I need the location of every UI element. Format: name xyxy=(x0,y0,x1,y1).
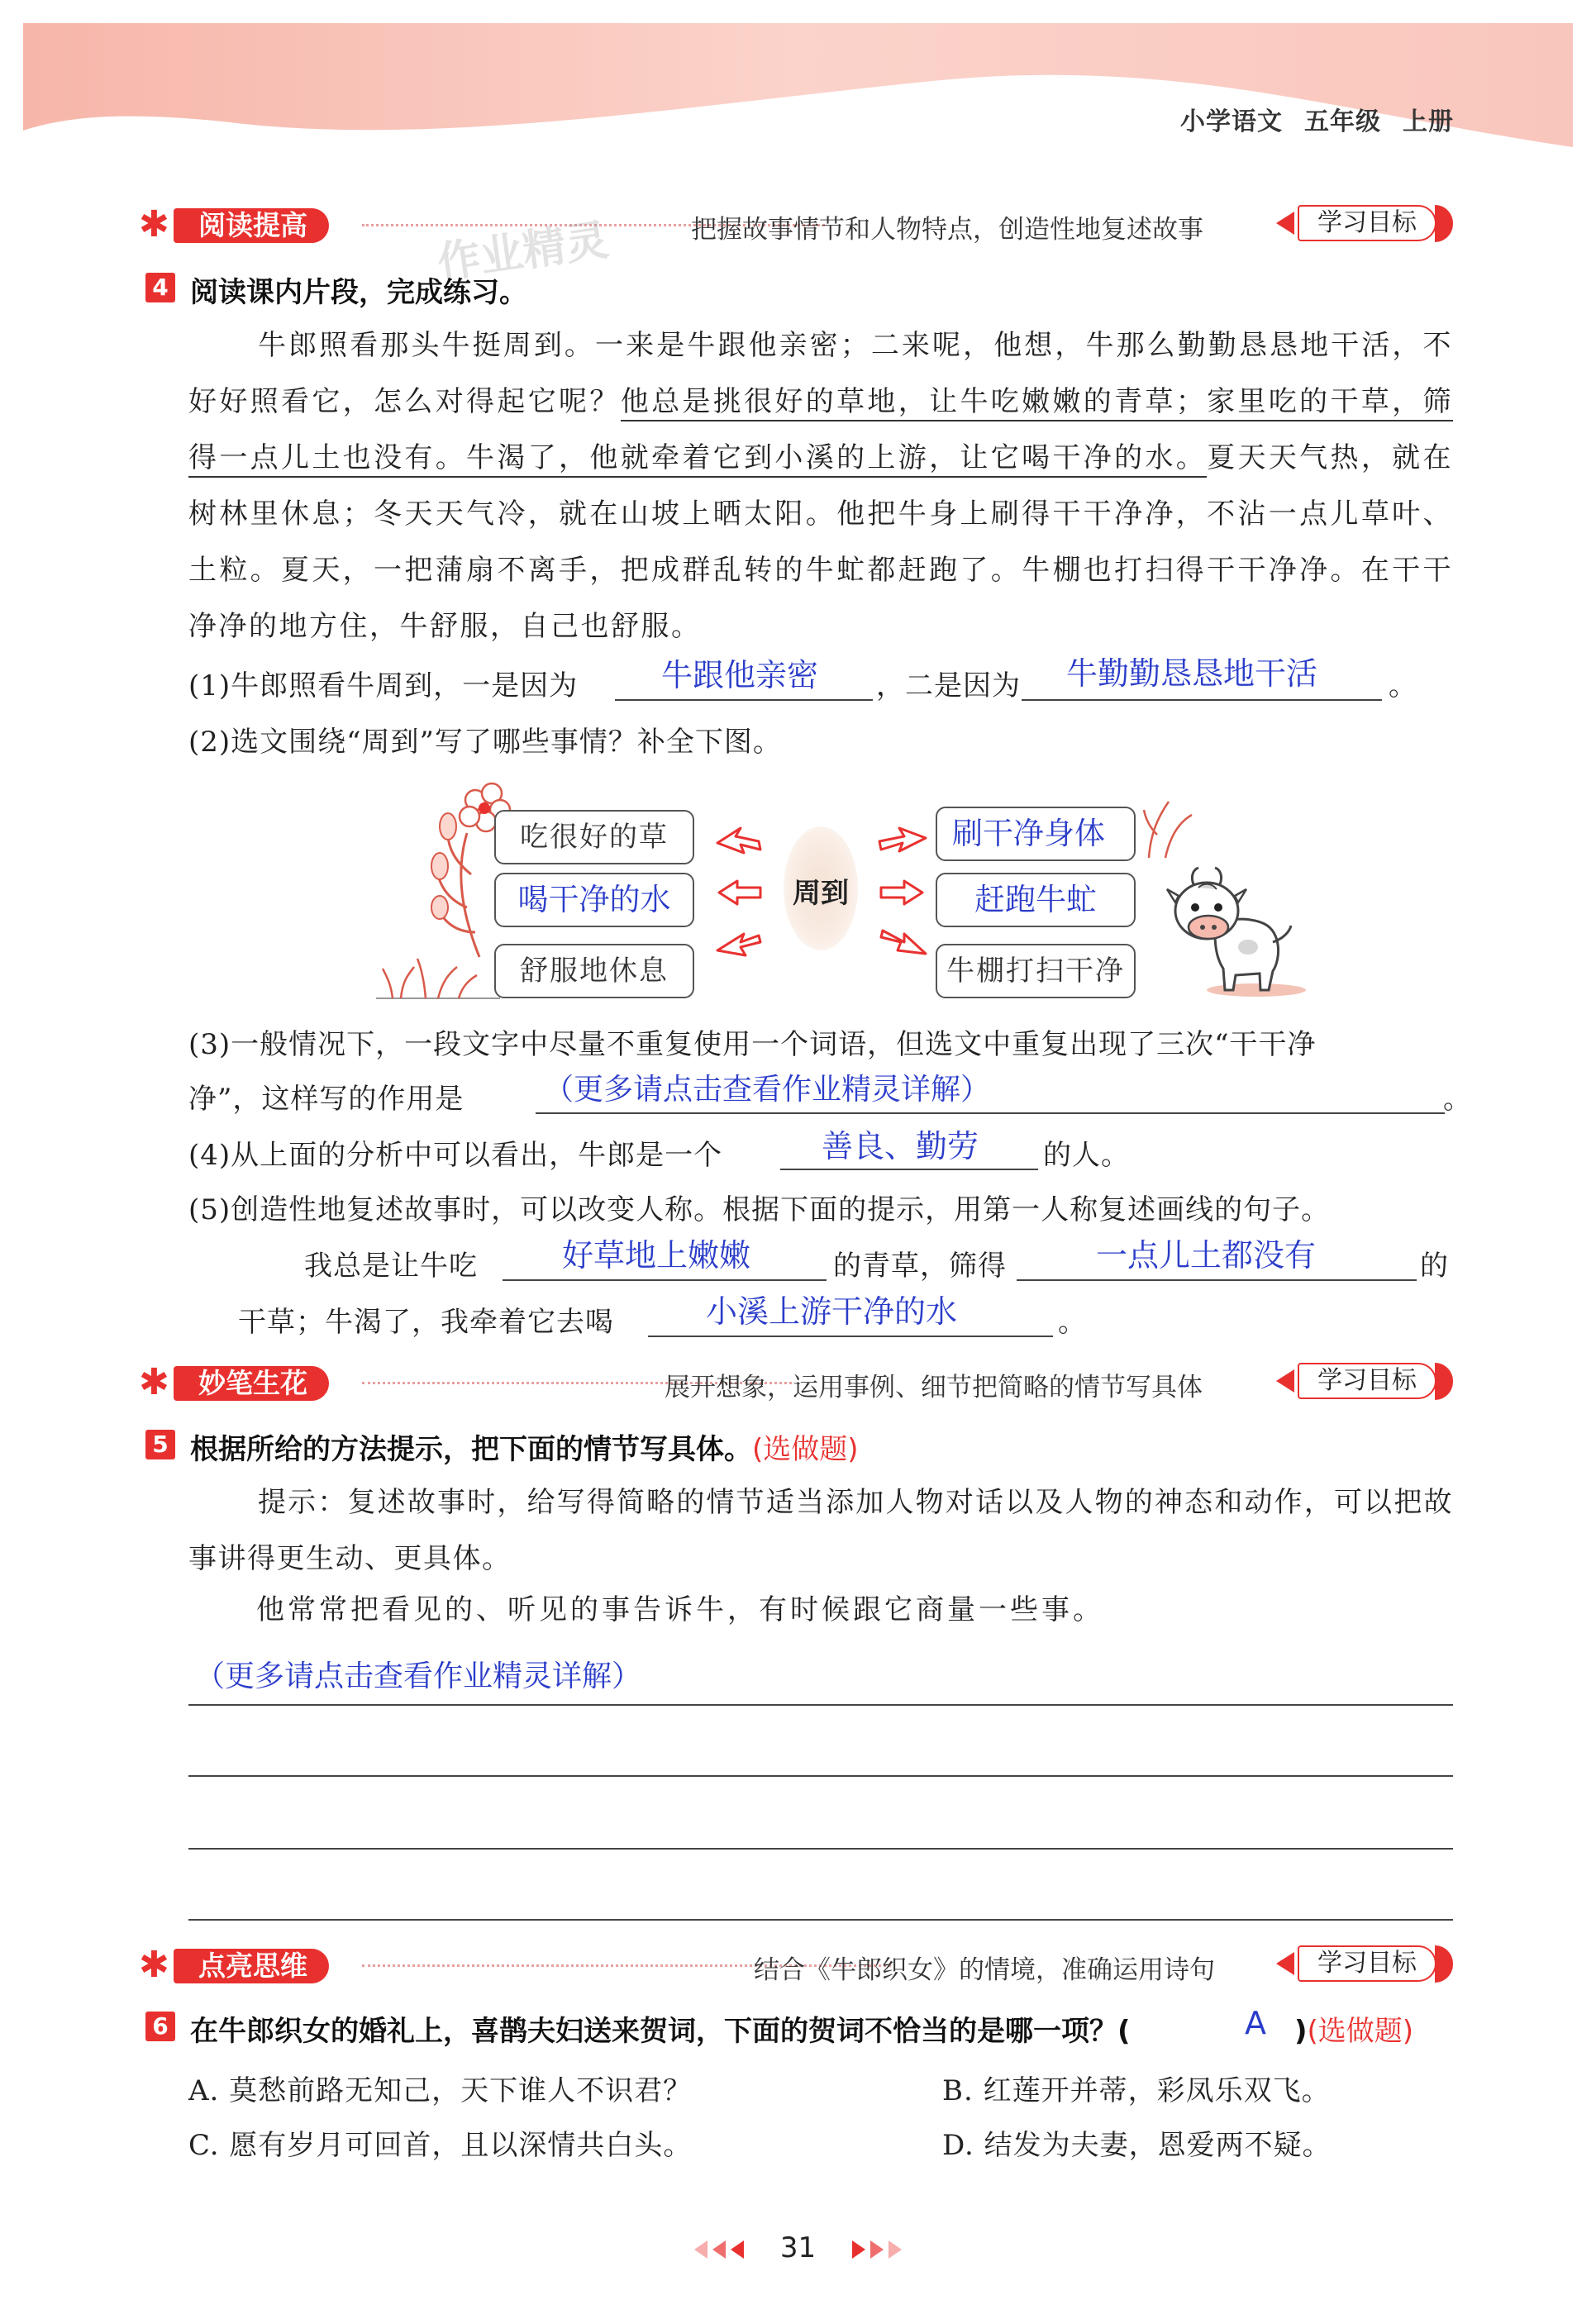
triangle-left-icon xyxy=(694,2240,707,2259)
passage-text: 牛郎照看那头牛挺周到。一来是牛跟他亲密；二来呢，他想，牛那么勤勤恳恳地干活，不好好照看它，怎么对得起它呢？ xyxy=(188,329,1453,418)
diagram-center: 周到 xyxy=(793,877,849,910)
arrow-left-icon xyxy=(719,881,760,904)
writing-hint: 提示：复述故事时，给写得简略的情节适当添加人物对话以及人物的神态和动作，可以把故事讲得更生动、更具体。 xyxy=(188,1486,1453,1575)
answer-blank[interactable] xyxy=(780,1169,1038,1170)
question-title: 阅读课内片段，完成练习。 xyxy=(190,276,527,309)
option-b[interactable]: B. 红莲开并蒂，彩凤乐双飞。 xyxy=(942,2074,1331,2107)
subject-label: 小学语文 xyxy=(1180,107,1283,136)
writing-line[interactable] xyxy=(188,1848,1453,1850)
writing-line[interactable] xyxy=(188,1919,1453,1921)
book-info xyxy=(1159,101,1454,137)
writing-line[interactable] xyxy=(188,1775,1453,1777)
answer-text: 牛跟他亲密 xyxy=(661,657,819,693)
answer-text: A xyxy=(1245,2005,1266,2041)
optional-tag: (选做题) xyxy=(752,1433,859,1466)
goal-badge xyxy=(1276,205,1453,243)
section-tag-label: 妙笔生花 xyxy=(174,1366,329,1401)
star-icon: ✱ xyxy=(139,203,169,245)
writing-line[interactable] xyxy=(188,1704,1453,1706)
diagram-box-right-3: 牛棚打扫干净 xyxy=(936,944,1136,998)
sub-question-1 xyxy=(188,663,578,703)
section-goal: 结合《牛郎织女》的情境，准确运用诗句 xyxy=(754,1955,1215,1985)
star-icon: ✱ xyxy=(139,1361,169,1403)
arrow-left-icon xyxy=(717,934,760,955)
section-tag-label: 点亮思维 xyxy=(174,1949,329,1983)
writing-sentence: 他常常把看见的、听见的事告诉牛，有时候跟它商量一些事。 xyxy=(256,1593,1104,1626)
badge-end xyxy=(1435,1363,1453,1400)
goal-badge xyxy=(1276,1945,1453,1983)
answer-text: 一点儿土都没有 xyxy=(1096,1237,1317,1274)
goal-badge-label: 学习目标 xyxy=(1298,1945,1436,1982)
question-text: 的 xyxy=(1420,1250,1449,1283)
reading-passage xyxy=(188,317,1453,655)
question-title-end xyxy=(1294,2008,1413,2049)
badge-end xyxy=(1435,205,1453,242)
section-goal: 展开想象，运用事例、细节把简略的情节写具体 xyxy=(665,1373,1203,1402)
sub-question-2: (2)选文围绕“周到”写了哪些事情？补全下图。 xyxy=(188,726,782,759)
answer-text: 小溪上游干净的水 xyxy=(706,1293,958,1330)
goal-badge-label: 学习目标 xyxy=(1298,205,1436,241)
arrow-right-icon xyxy=(879,828,926,851)
question-text: ，二是因为 xyxy=(876,669,1021,702)
option-d[interactable]: D. 结发为夫妻，恩爱两不疑。 xyxy=(942,2129,1332,2162)
section-tag-label: 阅读提高 xyxy=(174,208,329,243)
arrow-left-icon xyxy=(1276,212,1294,235)
triangle-right-icon xyxy=(852,2240,865,2259)
option-a[interactable]: A. 莫愁前路无知己，天下谁人不识君？ xyxy=(188,2074,693,2107)
star-icon: ✱ xyxy=(139,1944,169,1986)
answer-blank[interactable] xyxy=(536,1112,1445,1114)
arrow-left-icon xyxy=(717,828,760,853)
arrow-left-icon xyxy=(1276,1952,1294,1975)
triangle-left-icon xyxy=(731,2240,744,2259)
answer-blank[interactable] xyxy=(648,1336,1053,1337)
question-text: 。 xyxy=(1443,1083,1472,1116)
volume-label: 上册 xyxy=(1403,107,1454,136)
question-text: 干草；牛渴了，我牵着它去喝 xyxy=(238,1306,614,1339)
answer-text: 善良、勤劳 xyxy=(822,1128,979,1164)
flower-decoration xyxy=(430,775,521,965)
question-text: 的青草，筛得 xyxy=(833,1250,1007,1283)
question-number: 5 xyxy=(145,1430,175,1459)
watermark: 作业精灵 xyxy=(434,215,612,289)
arrow-right-icon xyxy=(881,931,926,954)
diagram-box-left-3: 舒服地休息 xyxy=(494,944,694,998)
question-number: 6 xyxy=(145,2012,175,2041)
question-title: 在牛郎织女的婚礼上，喜鹊夫妇送来贺词，下面的贺词不恰当的是哪一项？( xyxy=(190,2015,1131,2048)
question-text: 。 xyxy=(1389,669,1417,702)
page-number: 31 xyxy=(779,2231,817,2264)
sub-question-3: (3)一般情况下，一段文字中尽量不重复使用一个词语，但选文中重复出现了三次“干干净 xyxy=(188,1028,1317,1061)
section-header-thinking xyxy=(139,1942,1453,1988)
section-tag xyxy=(139,1363,362,1402)
answer-text: 牛勤勤恳恳地干活 xyxy=(1066,655,1318,692)
diagram-box-left-2[interactable]: 喝干净的水 xyxy=(494,873,694,927)
sub-question-4: (4)从上面的分析中可以看出，牛郎是一个 xyxy=(188,1139,723,1172)
question-text: 净”，这样写的作用是 xyxy=(188,1083,465,1116)
answer-blank[interactable] xyxy=(615,699,873,701)
triangle-right-icon xyxy=(870,2240,884,2259)
answer-text[interactable]: （更多请点击查看作业精灵详解） xyxy=(544,1073,991,1107)
optional-tag: (选做题) xyxy=(1307,2015,1414,2048)
cow-illustration xyxy=(1157,859,1306,1000)
sub-question-5: (5)创造性地复述故事时，可以改变人称。根据下面的提示，用第一人称复述画线的句子。 xyxy=(188,1193,1331,1226)
answer-blank[interactable] xyxy=(1022,699,1382,701)
triangle-left-icon xyxy=(712,2240,726,2259)
answer-text: 好草地上嫩嫩 xyxy=(562,1237,751,1274)
answer-text[interactable]: （更多请点击查看作业精灵详解） xyxy=(195,1659,642,1693)
page-footer xyxy=(0,2231,1596,2264)
question-text: 我总是让牛吃 xyxy=(304,1250,478,1283)
option-c[interactable]: C. 愿有岁月可回首，且以深情共白头。 xyxy=(188,2129,693,2162)
section-tag xyxy=(139,205,362,245)
diagram-box-right-1[interactable]: 刷干净身体 xyxy=(936,807,1136,861)
question-text: (1)牛郎照看牛周到，一是因为 xyxy=(188,669,579,702)
question-text: 。 xyxy=(1058,1306,1087,1339)
grass-decoration xyxy=(1141,785,1198,859)
arrow-left-icon xyxy=(1276,1369,1294,1393)
answer-blank[interactable] xyxy=(1017,1279,1417,1281)
diagram-box-left-1: 吃很好的草 xyxy=(494,810,694,864)
passage-text: 夏天天气热，就在树林里休息；冬天天气冷，就在山坡上晒太阳。他把牛身上刷得干干净净，不沾一点儿草叶、土粒。夏天，一把蒲扇不离手，把成群乱转的牛虻都赶跑了。牛棚也打扫得干干净净。在干干净净的地方住，牛舒服，自己也舒服。 xyxy=(188,441,1454,643)
underlined-sentence: 他总是挑很好的草地，让牛吃嫩嫩的青草；家里吃的干草，筛得一点儿土也没有。牛渴了，他就牵着它到小溪的上游，让它喝干净的水。 xyxy=(188,385,1453,478)
diagram-box-right-2[interactable]: 赶跑牛虻 xyxy=(936,873,1136,927)
grade-label: 五年级 xyxy=(1304,107,1381,136)
question-title xyxy=(190,1426,859,1467)
question-text: 的人。 xyxy=(1043,1139,1130,1172)
answer-blank[interactable] xyxy=(503,1279,827,1281)
goal-badge-label: 学习目标 xyxy=(1298,1363,1436,1399)
section-goal: 把握故事情节和人物特点，创造性地复述故事 xyxy=(691,215,1203,245)
goal-badge xyxy=(1276,1363,1453,1401)
section-header-writing xyxy=(139,1359,1453,1406)
diagram-arrows xyxy=(711,818,934,975)
badge-end xyxy=(1435,1945,1453,1983)
arrow-right-icon xyxy=(881,881,922,904)
grass-decoration xyxy=(376,950,500,1000)
question-title-text: 根据所给的方法提示，把下面的情节写具体。 xyxy=(190,1433,752,1466)
section-tag xyxy=(139,1945,362,1985)
triangle-right-icon xyxy=(889,2240,902,2259)
question-number: 4 xyxy=(145,273,175,302)
paren-close: ) xyxy=(1294,2015,1308,2048)
section-header-reading xyxy=(139,202,1453,248)
